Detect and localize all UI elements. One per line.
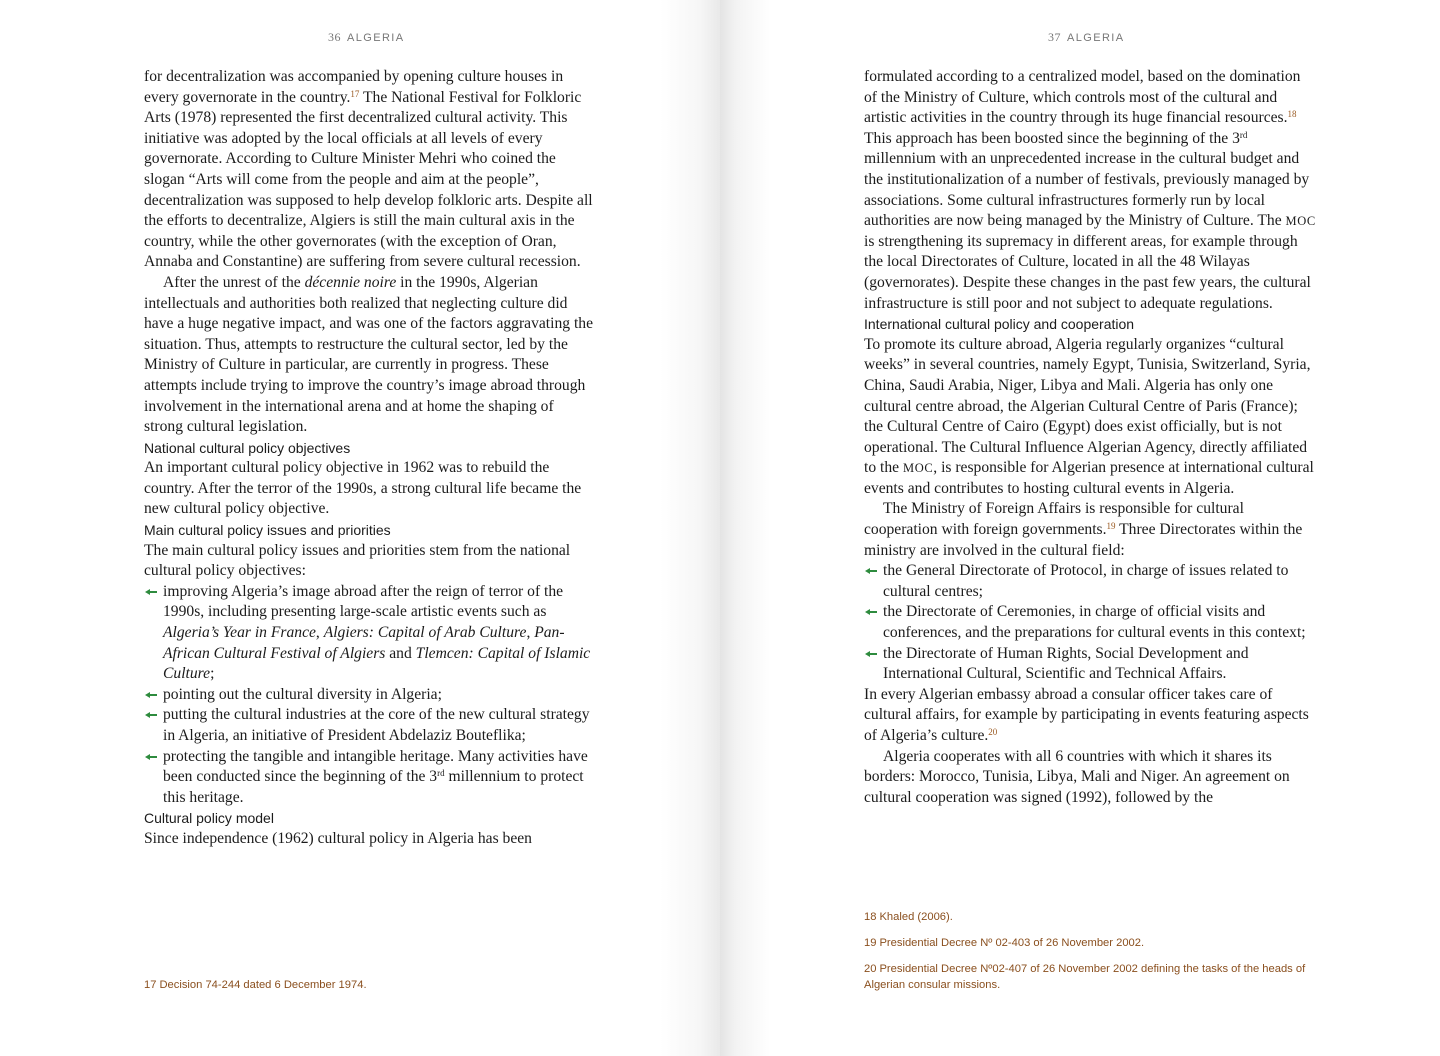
footnote	[864, 909, 1324, 925]
abbreviation: MOC	[1285, 214, 1316, 229]
footnote-number: 18	[864, 911, 877, 923]
list-item	[144, 747, 596, 809]
body-text	[144, 67, 596, 850]
section-heading: National cultural policy objectives	[144, 439, 351, 456]
arrow-bullet-icon	[865, 568, 877, 574]
text-span: is strengthening its supremacy in different areas, for example through the local Directorates of Culture, located in all the 48 Wilayas (governorates). Despite these changes in the past few years, the cultural infrastructure is still poor and not subject to adequate regulations.	[864, 232, 1311, 312]
footnote-text: Decision 74-244 dated 6 December 1974.	[159, 979, 367, 991]
text-span: improving Algeria’s image abroad after the reign of terror of the 1990s, including presenting large-scale artistic events such as	[163, 582, 564, 621]
footnote-ref[interactable]: 17	[350, 88, 360, 99]
italic-title: Tlemcen: Capital of Islamic Culture	[163, 644, 591, 683]
arrow-bullet-icon	[865, 609, 877, 615]
text-span: for decentralization was accompanied by opening culture houses in every governorate in the country.	[144, 68, 564, 106]
paragraph	[864, 685, 1316, 747]
text-span: ,	[526, 624, 535, 642]
italic-title: Algiers: Capital of Arab Culture	[323, 624, 527, 642]
text-span: millennium to protect this heritage.	[163, 768, 584, 806]
italic-title: Pan-African Cultural Festival of Algiers	[163, 624, 565, 662]
paragraph: The main cultural policy issues and priorities stem from the national cultural policy objectives:	[144, 541, 571, 580]
paragraph	[864, 335, 1316, 500]
footnote-number: 17	[144, 979, 157, 991]
text-span: To promote its culture abroad, Algeria regularly organizes “cultural weeks” in several countries, namely Egypt, Tunisia, Switzerland, Syria, China, Saudi Arabia, Niger, Libya and Mali. Algeria has only one cultural centre abroad, the Algerian Cultural Centre of Paris (France); the Cultural Centre of Cairo (Egypt) does exist officially, but is not operational. The Cultural Influence Algerian Agency, directly affiliated to the	[864, 335, 1311, 477]
footnote-number: 19	[864, 937, 877, 949]
footnote	[864, 961, 1324, 993]
abbreviation: MOC	[902, 461, 934, 476]
text-span: the General Directorate of Protocol, in charge of issues related to cultural centres;	[883, 562, 1289, 600]
list-item	[864, 561, 1316, 602]
text-span: protecting the tangible and intangible heritage. Many activities have been conducted since the beginning of the 3	[163, 747, 588, 786]
list-item	[144, 582, 596, 685]
list-item	[864, 644, 1316, 685]
italic-term: décennie noire	[304, 273, 397, 291]
body-text	[864, 67, 1316, 808]
paragraph	[144, 273, 596, 438]
paragraph	[864, 499, 1316, 561]
running-head-right	[1048, 30, 1125, 45]
section-heading: Cultural policy model	[144, 810, 274, 827]
arrow-bullet-icon	[145, 692, 157, 698]
section-heading: Main cultural policy issues and priorities	[144, 522, 391, 539]
text-span: ;	[210, 665, 215, 683]
page-number: 36	[328, 30, 341, 44]
list-item	[144, 685, 596, 706]
footnotes	[864, 909, 1324, 1003]
section-heading: International cultural policy and cooperation	[864, 316, 1135, 333]
footnotes	[144, 977, 604, 1003]
italic-title: Algeria’s Year in France	[163, 624, 316, 642]
paragraph: An important cultural policy objective in 1962 was to rebuild the country. After the terror of the 1990s, a strong cultural life became the new cultural policy objective.	[144, 459, 582, 518]
list-item	[144, 705, 596, 746]
text-span: The Ministry of Foreign Affairs is responsible for cultural cooperation with foreign governments.	[864, 500, 1244, 539]
paragraph	[144, 67, 596, 273]
text-span: the Directorate of Ceremonies, in charge of official visits and conferences, and the preparations for cultural events in this context;	[883, 603, 1306, 642]
footnote-text: Presidential Decree Nº 02-403 of 26 November 2002.	[879, 937, 1145, 949]
footnote-number: 20	[864, 963, 877, 975]
bullet-list	[864, 561, 1316, 685]
text-span: putting the cultural industries at the core of the new cultural strategy in Algeria, an initiative of President Abdelaziz Bouteflika;	[163, 706, 590, 744]
text-span: Three Directorates within the ministry are involved in the cultural field:	[864, 521, 1303, 559]
ordinal-sup: rd	[1239, 129, 1248, 140]
list-item	[864, 602, 1316, 643]
page-number: 37	[1048, 30, 1061, 44]
text-span: pointing out the cultural diversity in Algeria;	[163, 685, 442, 703]
bullet-list	[144, 582, 596, 809]
paragraph	[864, 67, 1316, 314]
text-span: millennium with an unprecedented increase in the cultural budget and the institutionalization of a number of festivals, previously managed by associations. Some cultural infrastructures formerly run by local authorities are now being managed by the Ministry of Culture. The	[864, 150, 1310, 230]
text-span: This approach has been boosted since the beginning of the 3	[864, 129, 1240, 147]
paragraph: Algeria cooperates with all 6 countries with which it shares its borders: Morocco, Tunisia, Libya, Mali and Niger. An agreement on cultural cooperation was signed (1992), followed by the	[864, 747, 1290, 806]
right-page	[720, 0, 1440, 1056]
running-head-left	[328, 30, 405, 45]
running-head-title: ALGERIA	[347, 32, 405, 44]
arrow-bullet-icon	[865, 651, 877, 657]
arrow-bullet-icon	[145, 589, 157, 595]
ordinal-sup: rd	[437, 768, 445, 779]
text-span: , is responsible for Algerian presence at international cultural events and contributes to hosting cultural events in Algeria.	[864, 459, 1314, 497]
arrow-bullet-icon	[145, 712, 157, 718]
footnote	[144, 977, 604, 993]
text-span: The National Festival for Folkloric Arts (1978) represented the first decentralized cultural activity. This initiative was adopted by the local officials at all levels of every governorate. According to Culture Minister Mehri who coined the slogan “Arts will come from the people and aim at the people”, decentralization was supposed to help develop folkloric arts. Despite all the efforts to decentralize, Algiers is still the main cultural axis in the country, while the other governorates (with the exception of Oran, Annaba and Constantine) are suffering from severe cultural recession.	[144, 88, 593, 271]
text-span: ,	[315, 624, 324, 642]
footnote-ref[interactable]: 18	[1287, 109, 1297, 120]
paragraph: Since independence (1962) cultural policy in Algeria has been	[144, 829, 532, 847]
text-span: the Directorate of Human Rights, Social Development and International Cultural, Scientific and Technical Affairs.	[883, 644, 1249, 683]
arrow-bullet-icon	[145, 754, 157, 760]
text-span: After the unrest of the	[163, 273, 305, 291]
footnote-text: Khaled (2006).	[879, 911, 953, 923]
text-span: formulated according to a centralized model, based on the domination of the Ministry of Culture, which controls most of the cultural and artistic activities in the country through its huge financial resources.	[864, 68, 1301, 127]
footnote-text: Presidential Decree Nº02-407 of 26 November 2002 defining the tasks of the heads of Algerian consular missions.	[864, 963, 1306, 991]
text-span: in the 1990s, Algerian intellectuals and authorities both realized that neglecting culture did have a huge negative impact, and was one of the factors aggravating the situation. Thus, attempts to restructure the cultural sector, led by the Ministry of Culture in particular, are currently in progress. These attempts include trying to improve the country’s image abroad through involvement in the international arena and at home the shaping of strong cultural legislation.	[144, 273, 594, 436]
footnote-ref[interactable]: 19	[1106, 521, 1116, 532]
footnote	[864, 935, 1324, 951]
running-head-title: ALGERIA	[1067, 32, 1125, 44]
text-span: and	[385, 644, 416, 662]
footnote-ref[interactable]: 20	[988, 727, 998, 737]
text-span: In every Algerian embassy abroad a consular officer takes care of cultural affairs, for example by participating in events featuring aspects of Algeria’s culture.	[864, 685, 1309, 744]
